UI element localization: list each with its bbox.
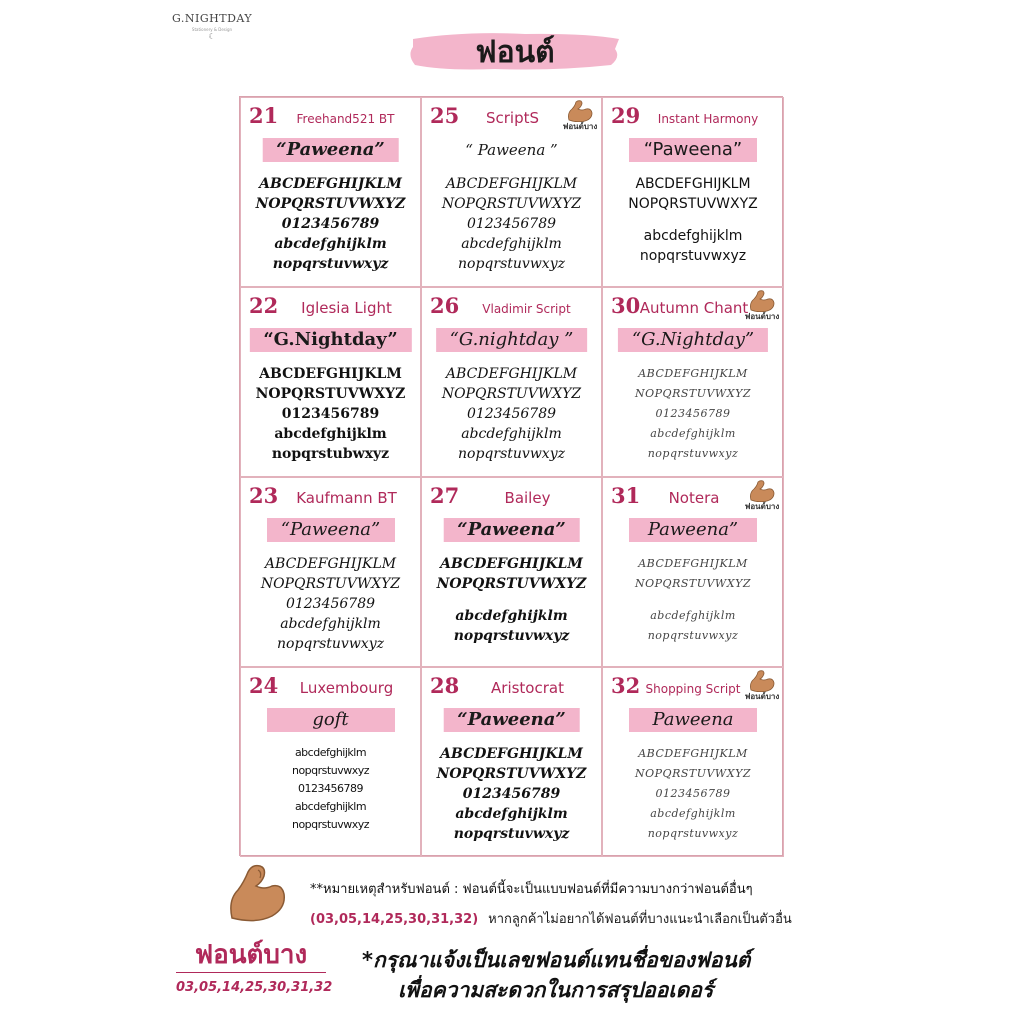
alphabet-line: NOPQRSTUVWXYZ [441, 196, 582, 212]
font-card [240, 667, 421, 857]
alphabet-line: nopqrstuvwxyz [291, 764, 369, 777]
thin-badge-label: ฟอนต์บาง [744, 312, 780, 321]
font-sample: Paweena [629, 708, 757, 732]
font-card [602, 97, 784, 287]
alphabet-line: nopqrstubwxyz [271, 446, 390, 462]
alphabet-line: nopqrstuvwxyz [458, 446, 565, 462]
thin-numbers-paren: (03,05,14,25,30,31,32) [310, 912, 479, 927]
flexed-biceps-icon [222, 860, 288, 926]
font-sample: “Paweena” [262, 138, 399, 162]
alphabet-line: abcdefghijklm [455, 608, 568, 624]
alphabet-line: 0123456789 [281, 406, 380, 422]
alphabet-line: nopqrstuvwxyz [453, 628, 570, 644]
font-sample: “Paweena” [443, 708, 580, 732]
alphabet-line: abcdefghijklm [274, 426, 387, 442]
font-name: Kaufmann BT [296, 489, 397, 507]
font-name: Autumn Chant [639, 299, 749, 317]
alphabet-line: ABCDEFGHIJKLM [638, 367, 748, 380]
font-sample: goft [267, 708, 395, 732]
alphabet-sample [241, 364, 420, 464]
alphabet-sample [241, 744, 420, 834]
font-number: 22 [249, 293, 279, 318]
alphabet-line: 0123456789 [281, 216, 380, 232]
alphabet-line: abcdefghijklm [650, 807, 736, 820]
alphabet-line: NOPQRSTUVWXYZ [255, 196, 406, 212]
brand-name: G.NIGHTDAY [172, 12, 253, 25]
font-number: 23 [249, 483, 279, 508]
alphabet-line: nopqrstuvwxyz [639, 248, 747, 264]
font-sample: “Paweena” [267, 518, 395, 542]
font-number: 28 [430, 673, 460, 698]
font-card [240, 287, 421, 477]
font-card [240, 97, 421, 287]
alphabet-line: nopqrstuvwxyz [453, 826, 570, 842]
alphabet-line: abcdefghijklm [650, 427, 736, 440]
font-name: Instant Harmony [657, 112, 759, 126]
alphabet-sample [241, 174, 420, 274]
alphabet-line: 0123456789 [655, 787, 731, 800]
thin-badge-label: ฟอนต์บาง [744, 692, 780, 701]
alphabet-line: nopqrstuvwxyz [291, 818, 369, 831]
thin-fonts-numbers: 03,05,14,25,30,31,32 [176, 980, 333, 995]
alphabet-line: ABCDEFGHIJKLM [440, 556, 583, 572]
alphabet-line: 0123456789 [298, 782, 363, 795]
thin-badge-label: ฟอนต์บาง [562, 122, 598, 131]
alphabet-line: 0123456789 [655, 407, 731, 420]
alphabet-line: ABCDEFGHIJKLM [635, 176, 751, 192]
alphabet-line: ABCDEFGHIJKLM [638, 747, 748, 760]
note-text: ฟอนต์นี้จะเป็นแบบฟอนต์ที่มีความบางกว่าฟอนต์อื่นๆ [462, 882, 753, 897]
divider [176, 972, 326, 973]
alphabet-line: abcdefghijklm [650, 609, 736, 622]
font-card [602, 477, 784, 667]
alphabet-line: ABCDEFGHIJKLM [264, 556, 397, 572]
moon-icon: ☾ [208, 32, 216, 41]
alphabet-line: 0123456789 [462, 786, 561, 802]
font-sample: “ Paweena ” [465, 141, 558, 159]
flexed-biceps-icon [745, 670, 779, 704]
font-number: 31 [611, 483, 641, 508]
font-sample: “Paweena” [443, 518, 580, 542]
alphabet-line: abcdefghijklm [643, 228, 743, 244]
font-sample: “Paweena” [629, 138, 757, 162]
thin-badge-label: ฟอนต์บาง [744, 502, 780, 511]
page-title-banner [405, 25, 625, 75]
font-number: 25 [430, 103, 460, 128]
brand-logo [172, 12, 252, 41]
alphabet-line: NOPQRSTUVWXYZ [441, 386, 582, 402]
font-card [421, 477, 602, 667]
font-name: Bailey [504, 489, 551, 507]
alphabet-line: abcdefghijklm [294, 746, 367, 759]
note-thin-suggestion [310, 908, 792, 929]
alphabet-sample [422, 554, 601, 646]
font-number: 32 [611, 673, 641, 698]
font-card [421, 667, 602, 857]
alphabet-line: ABCDEFGHIJKLM [440, 746, 583, 762]
alphabet-line: abcdefghijklm [274, 236, 387, 252]
alphabet-line: 0123456789 [466, 216, 557, 232]
alphabet-line: 0123456789 [466, 406, 557, 422]
alphabet-line: ABCDEFGHIJKLM [445, 176, 578, 192]
note-prefix: **หมายเหตุสำหรับฟอนต์ : [310, 882, 463, 897]
font-name: Freehand521 BT [296, 112, 395, 126]
font-name: Shopping Script [645, 682, 741, 696]
alphabet-line: NOPQRSTUVWXYZ [635, 767, 751, 780]
font-number: 29 [611, 103, 641, 128]
alphabet-line: nopqrstuvwxyz [272, 256, 389, 272]
font-name: Aristocrat [491, 679, 564, 697]
alphabet-line: nopqrstuvwxyz [277, 636, 384, 652]
alphabet-line: NOPQRSTUVWXYZ [255, 386, 406, 402]
alphabet-line: 0123456789 [285, 596, 376, 612]
alphabet-sample [241, 554, 420, 654]
alphabet-line: nopqrstuvwxyz [458, 256, 565, 272]
font-card [240, 477, 421, 667]
alphabet-sample [603, 174, 783, 266]
font-number: 27 [430, 483, 460, 508]
font-number: 26 [430, 293, 460, 318]
request-line-2: เพื่อความสะดวกในการสรุปออเดอร์ [398, 978, 714, 1002]
alphabet-sample [422, 174, 601, 274]
flexed-biceps-icon [745, 290, 779, 324]
font-grid [239, 96, 783, 856]
font-name: Iglesia Light [301, 299, 392, 317]
alphabet-line: abcdefghijklm [455, 806, 568, 822]
font-card [421, 97, 602, 287]
font-sample: “G.Nightday” [618, 328, 768, 352]
font-name: Luxembourg [299, 679, 394, 697]
alphabet-sample [603, 364, 783, 464]
font-name: Vladimir Script [482, 302, 571, 316]
font-sample: Paweena” [629, 518, 757, 542]
alphabet-line: nopqrstuvwxyz [647, 827, 739, 840]
note-thin-fonts [310, 878, 753, 899]
request-line-1: *กรุณาแจ้งเป็นเลขฟอนต์แทนชื่อของฟอนต์ [362, 948, 751, 972]
font-number: 21 [249, 103, 279, 128]
alphabet-line: NOPQRSTUVWXYZ [635, 387, 751, 400]
alphabet-line: abcdefghijklm [461, 426, 562, 442]
alphabet-line: ABCDEFGHIJKLM [259, 366, 402, 382]
font-sample: “G.Nightday” [249, 328, 411, 352]
font-name: ScriptS [485, 109, 540, 127]
alphabet-line: ABCDEFGHIJKLM [638, 557, 748, 570]
page-title: ฟอนต์ [475, 35, 555, 70]
alphabet-line: NOPQRSTUVWXYZ [628, 196, 758, 212]
font-card [602, 287, 784, 477]
font-name: Notera [668, 489, 720, 507]
thin-fonts-label: ฟอนต์บาง [194, 940, 308, 970]
alphabet-line: NOPQRSTUVWXYZ [635, 577, 751, 590]
alphabet-line: ABCDEFGHIJKLM [445, 366, 578, 382]
font-card [421, 287, 602, 477]
alphabet-line: NOPQRSTUVWXYZ [436, 576, 587, 592]
alphabet-sample [422, 744, 601, 844]
alphabet-line: NOPQRSTUVWXYZ [260, 576, 401, 592]
alphabet-line: ABCDEFGHIJKLM [259, 176, 402, 192]
brand-tagline: Stationery & Design [191, 27, 233, 32]
font-sample: “G.nightday ” [436, 328, 588, 352]
alphabet-sample [603, 744, 783, 844]
alphabet-sample [422, 364, 601, 464]
font-number: 24 [249, 673, 279, 698]
flexed-biceps-icon [563, 100, 597, 134]
alphabet-line: abcdefghijklm [461, 236, 562, 252]
alphabet-line: nopqrstuvwxyz [647, 629, 739, 642]
flexed-biceps-icon [745, 480, 779, 514]
alphabet-sample [603, 554, 783, 646]
alphabet-line: nopqrstuvwxyz [647, 447, 739, 460]
note2-text: หากลูกค้าไม่อยากได้ฟอนต์ที่บางแนะนำเลือกเป็นตัวอื่น [488, 912, 792, 927]
font-number: 30 [611, 293, 641, 318]
alphabet-line: abcdefghijklm [294, 800, 367, 813]
alphabet-line: NOPQRSTUVWXYZ [436, 766, 587, 782]
alphabet-line: abcdefghijklm [280, 616, 381, 632]
font-card [602, 667, 784, 857]
